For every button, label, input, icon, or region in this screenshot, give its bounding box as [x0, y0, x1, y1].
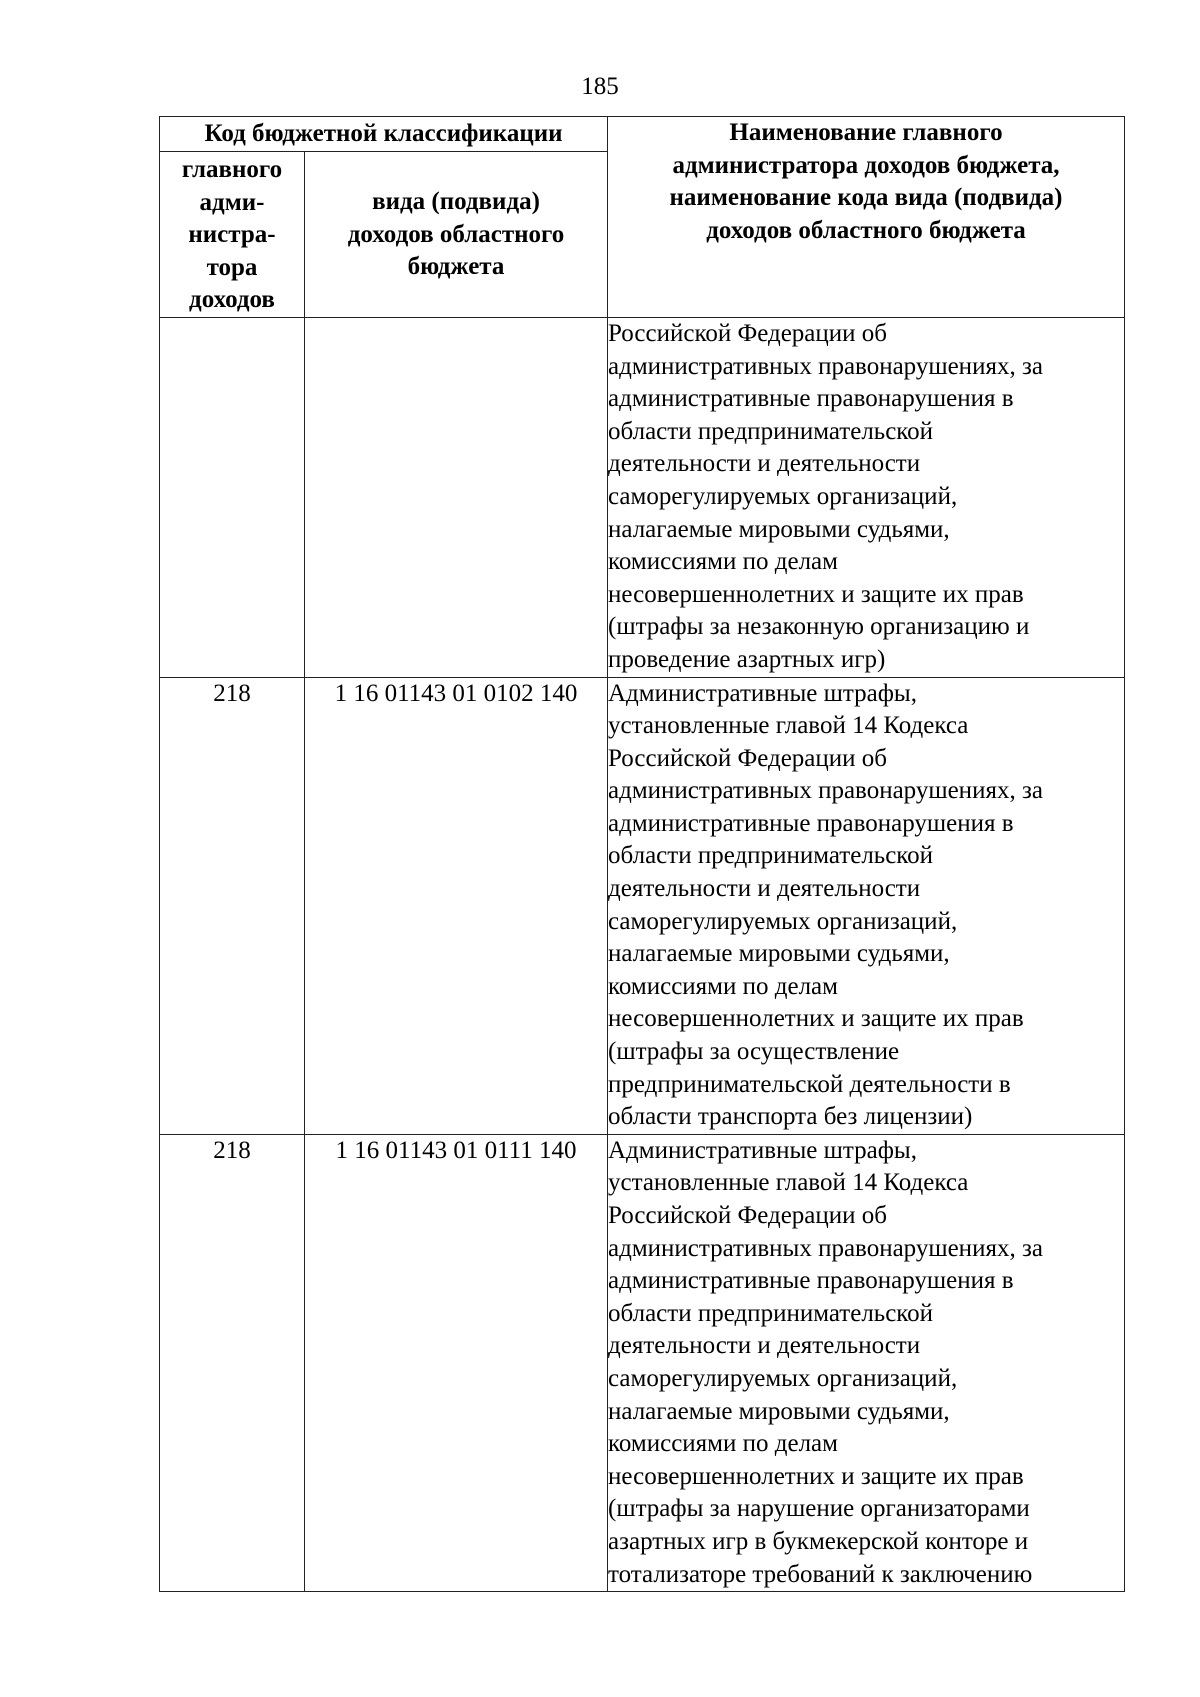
header-name-text: Наименование главного администратора доходов бюджета, наименование кода вида (подвида) доходов областного бюджета	[669, 119, 1063, 244]
header-row-top	[160, 117, 1125, 152]
admin-code-cell	[160, 317, 305, 677]
income-name-cell: Административные штрафы, установленные главой 14 Кодекса Российской Федерации об административных правонарушениях, за административные правонарушения в области предпринимательской деятельности и деятельности саморегулируемых организаций, налагаемые мировыми судьями, комиссиями по делам несовершеннолетних и защите их прав (штрафы за нарушение организаторами азартных игр в букмекерской конторе и тотализаторе требований к заключению	[608, 1134, 1125, 1591]
page-number: 185	[581, 73, 619, 100]
header-kind-text: вида (подвида) доходов областного бюджета	[347, 188, 565, 281]
header-budget-code-group: Код бюджетной классификации	[160, 117, 608, 152]
income-code-cell: 1 16 01143 01 0102 140	[305, 677, 608, 1134]
table-row	[160, 677, 1125, 1134]
budget-classification-table	[159, 116, 1125, 1592]
header-admin-column	[160, 152, 305, 318]
header-name-column	[608, 117, 1125, 318]
income-code-cell	[305, 317, 608, 677]
income-name-cell: Административные штрафы, установленные главой 14 Кодекса Российской Федерации об административных правонарушениях, за административные правонарушения в области предпринимательской деятельности и деятельности саморегулируемых организаций, налагаемые мировыми судьями, комиссиями по делам несовершеннолетних и защите их прав (штрафы за осуществление предпринимательской деятельности в области транспорта без лицензии)	[608, 677, 1125, 1134]
table-row	[160, 317, 1125, 677]
table-row	[160, 1134, 1125, 1591]
header-admin-text: главного адми- нистра- тора доходов	[181, 156, 283, 314]
income-code-cell: 1 16 01143 01 0111 140	[305, 1134, 608, 1591]
header-kind-column	[305, 152, 608, 318]
admin-code-cell: 218	[160, 677, 305, 1134]
admin-code-cell: 218	[160, 1134, 305, 1591]
income-name-cell: Российской Федерации об административных правонарушениях, за административные правонарушения в области предпринимательской деятельности и деятельности саморегулируемых организаций, налагаемые мировыми судьями, комиссиями по делам несовершеннолетних и защите их прав (штрафы за незаконную организацию и проведение азартных игр)	[608, 317, 1125, 677]
